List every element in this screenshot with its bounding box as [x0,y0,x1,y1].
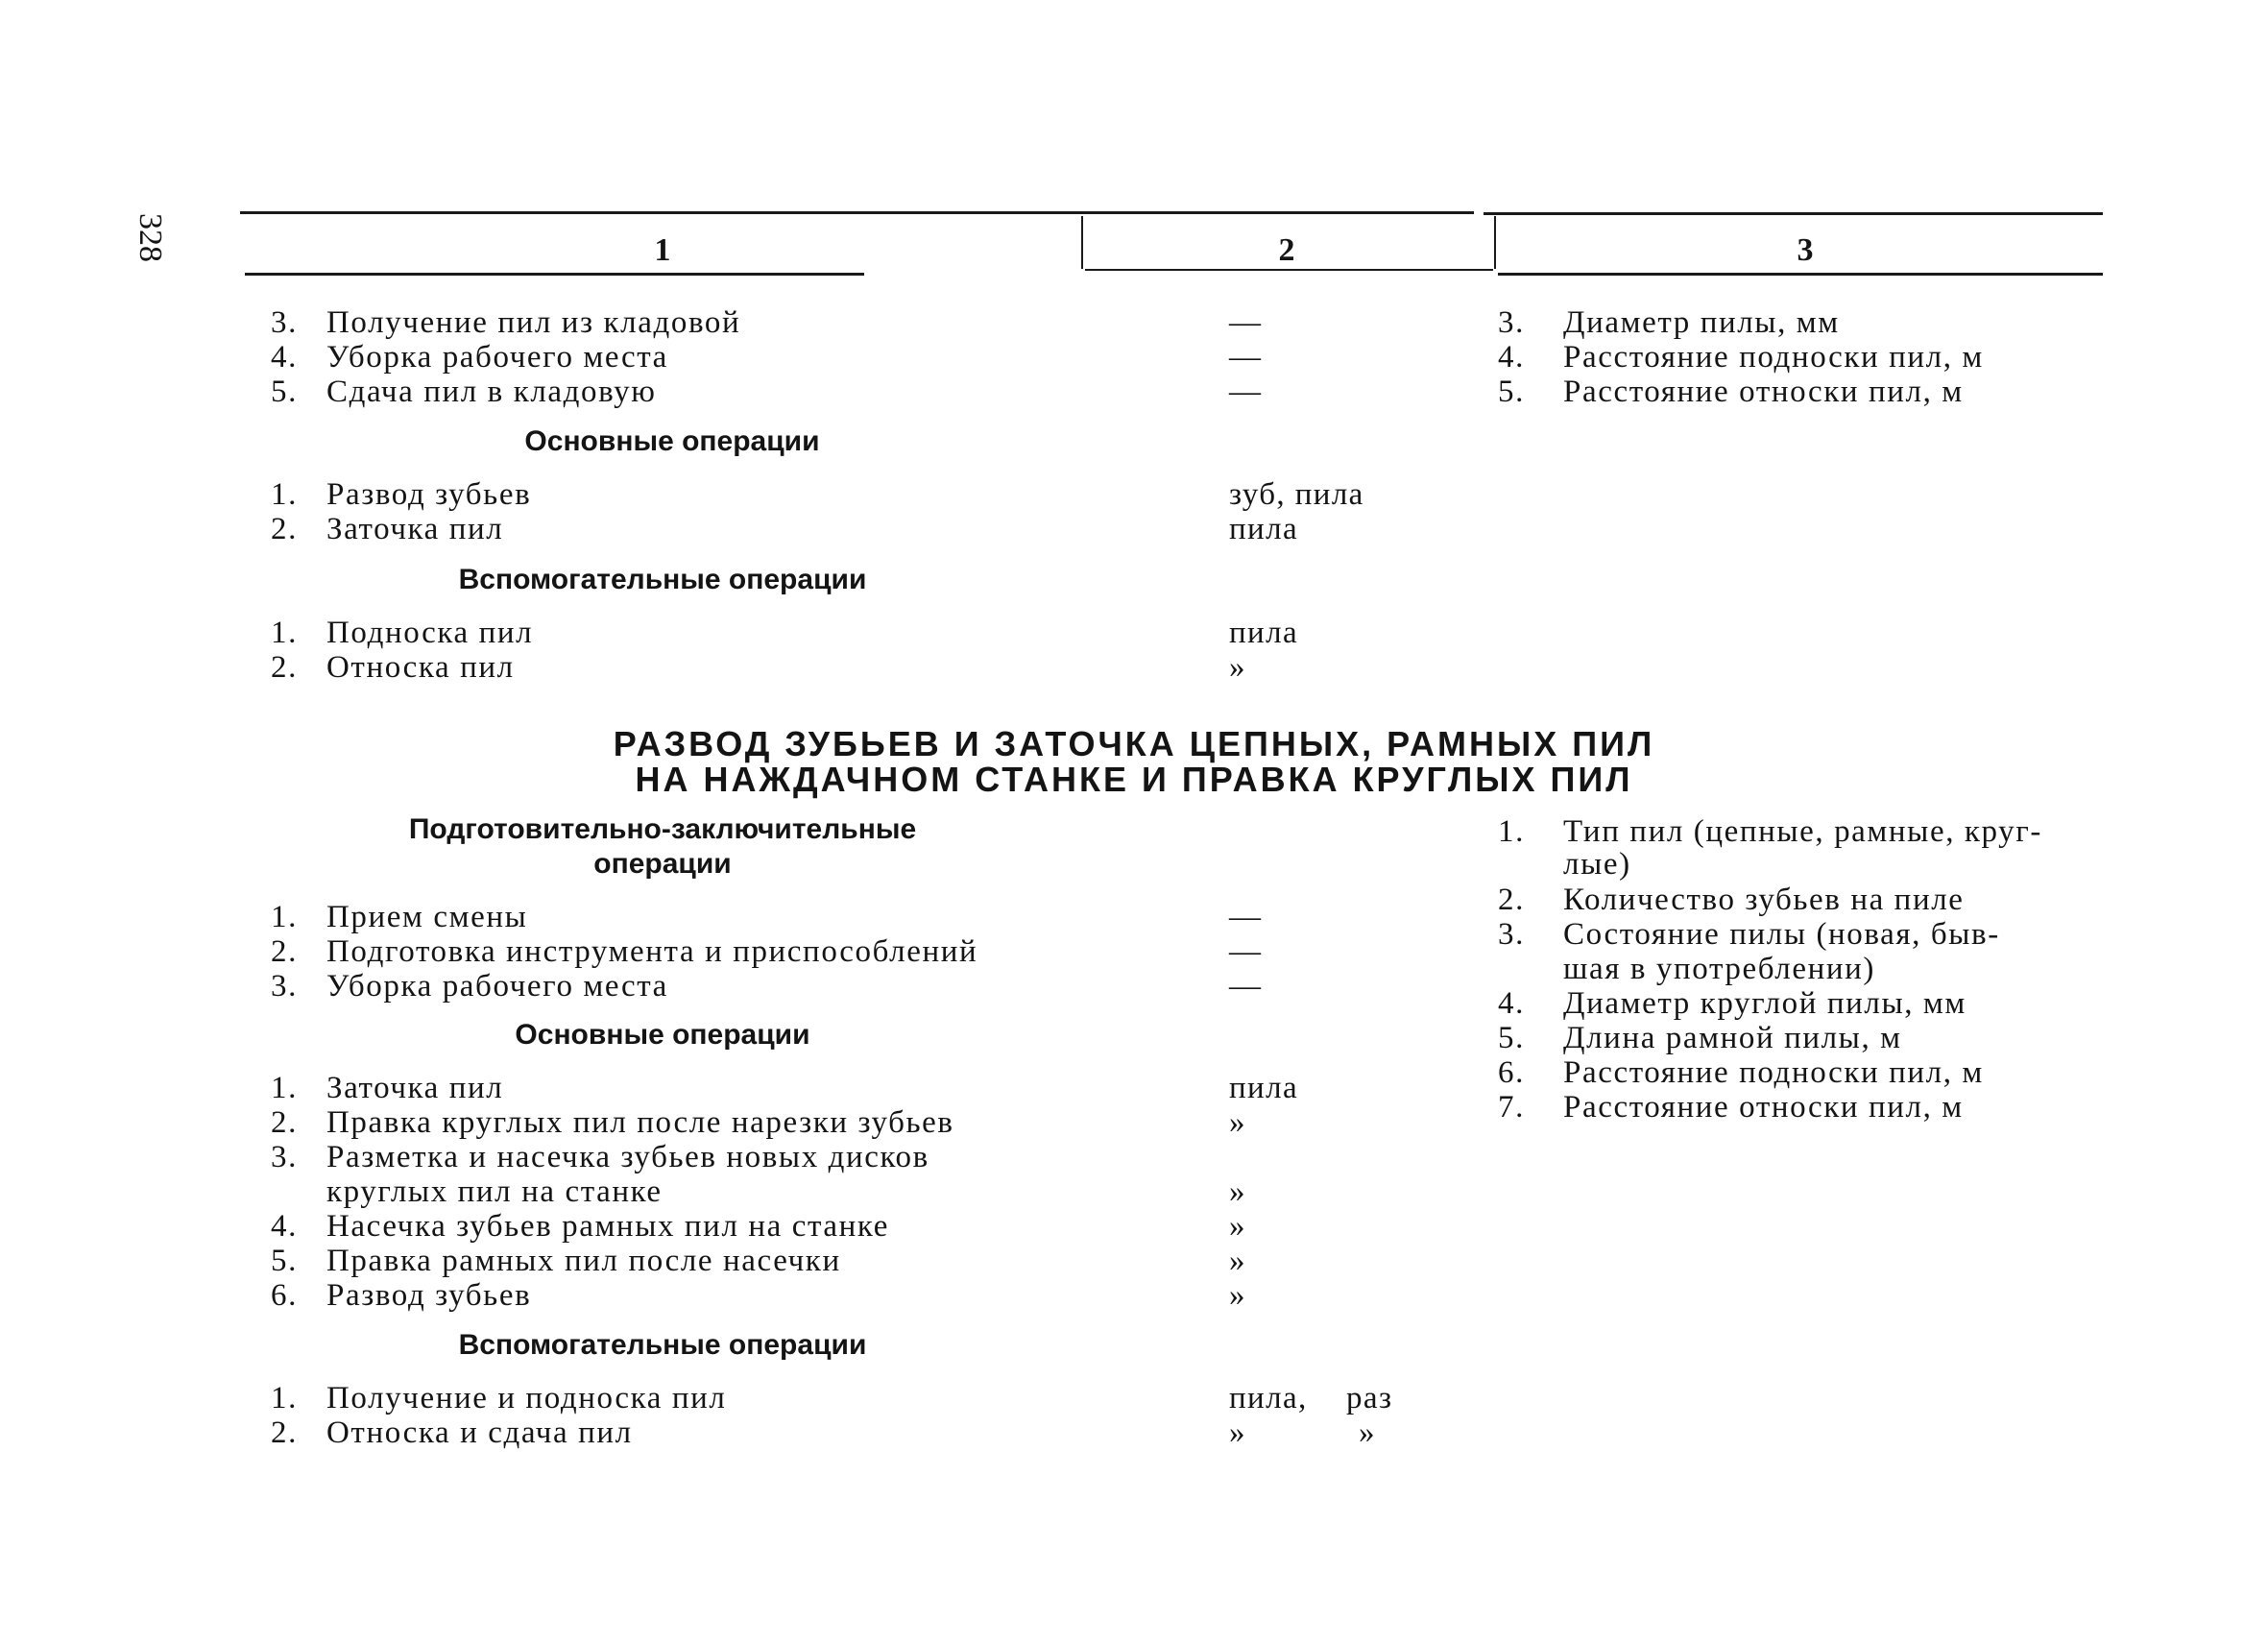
column-header-1: 1 [654,232,671,268]
section-title-line-1: РАЗВОД ЗУБЬЕВ И ЗАТОЧКА ЦЕПНЫХ, РАМНЫХ ПИЛ [613,724,1655,763]
unit-value-extra: » [1359,1415,1376,1450]
section-heading-main: Основные операции [524,425,820,457]
header-top-rule-right [1484,212,2103,215]
unit-dash: — [1229,375,1263,409]
section-heading-prep-2: операции [593,848,732,880]
section-heading-aux-2: Вспомогательные операции [458,1329,867,1361]
section-heading-main-2: Основные операции [515,1019,810,1051]
unit-value-extra: раз [1346,1381,1393,1415]
unit-value: » [1229,1209,1246,1244]
page-number: 328 [133,213,168,262]
unit-dash: — [1229,969,1263,1004]
unit-dash: — [1229,340,1263,375]
unit-dash: — [1229,934,1263,969]
unit-value: пила [1229,1071,1299,1105]
section-heading-prep-1: Подготовительно-заключительные [408,813,917,845]
unit-value: пила [1229,616,1299,650]
header-bottom-rule-right [1498,273,2103,276]
header-divider-2 [1494,216,1496,269]
unit-value: » [1229,1174,1246,1209]
unit-value: » [1229,1244,1246,1278]
unit-value: » [1229,1415,1246,1450]
unit-dash: — [1229,305,1263,340]
unit-value: » [1229,1105,1246,1140]
unit-value: » [1229,1278,1246,1313]
section-heading-aux: Вспомогательные операции [458,564,867,595]
header-bottom-rule [245,273,864,276]
header-top-rule [240,211,1474,214]
unit-value: пила [1229,512,1299,546]
header-bottom-rule-mid [1085,269,1493,271]
header-divider-1 [1081,216,1083,269]
unit-value: пила, [1229,1381,1308,1415]
section-title-line-2: НА НАЖДАЧНОМ СТАНКЕ И ПРАВКА КРУГЛЫХ ПИЛ [635,760,1633,799]
column-header-3: 3 [1797,232,1814,268]
unit-value: зуб, пила [1229,477,1364,512]
column-header-2: 2 [1278,232,1295,268]
unit-dash: — [1229,900,1263,934]
unit-value: » [1229,650,1246,685]
